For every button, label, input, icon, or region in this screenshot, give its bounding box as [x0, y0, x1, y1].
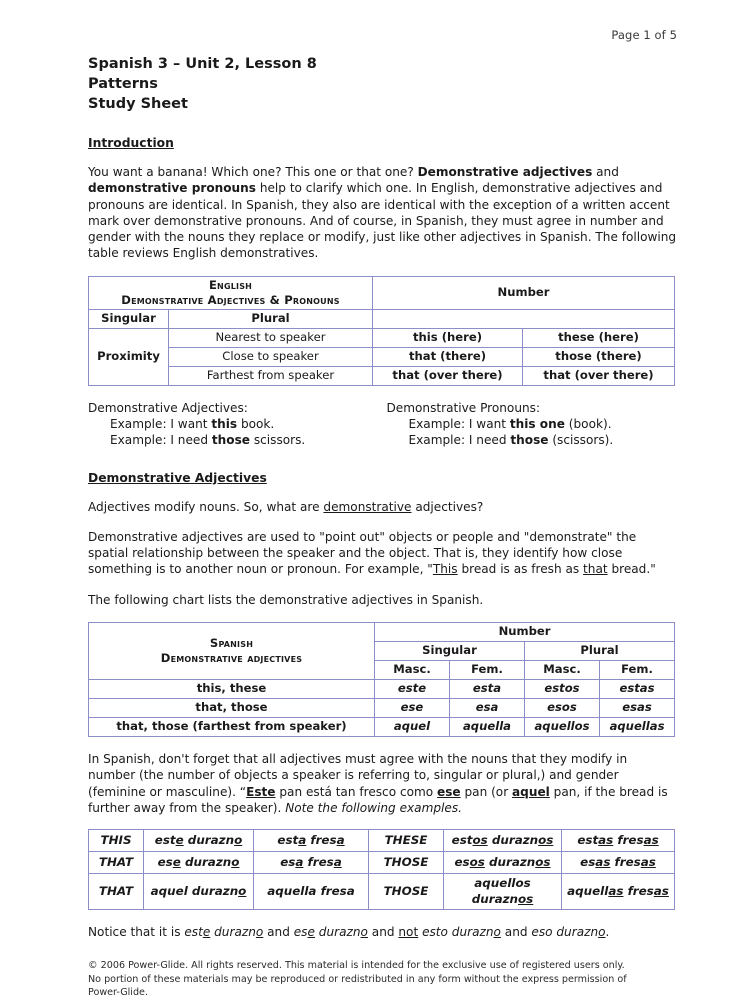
spanish-singular-header: Singular [375, 641, 525, 660]
spanish-cell-sing-fem: esa [450, 698, 525, 717]
examples-plur-fem: esas fresas [562, 852, 675, 874]
spanish-plural-masc-header: Masc. [525, 660, 600, 679]
spanish-plural-header: Plural [525, 641, 675, 660]
corner-title-line-1: Spanish [209, 635, 254, 650]
english-cell-singular: that (over there) [373, 366, 523, 385]
english-cell-plural: these (here) [523, 328, 675, 347]
spanish-cell-sing-masc: este [375, 679, 450, 698]
spanish-demonstratives-table [88, 622, 675, 737]
english-number-header: Number [373, 276, 675, 309]
spanish-cell-sing-fem: esta [450, 679, 525, 698]
example-line: Example: I need those (scissors). [408, 433, 614, 448]
english-demonstratives-table [88, 276, 675, 386]
english-plural-header: Plural [169, 309, 373, 328]
spanish-cell-sing-masc: ese [375, 698, 450, 717]
copyright-line: © 2006 Power-Glide. All rights reserved. This material is intended for the exclusive use of registered users only. [88, 959, 625, 971]
table-row [89, 830, 675, 852]
table-row [89, 309, 675, 328]
examples-plur-label: THOSE [369, 874, 444, 910]
english-cell-singular: this (here) [373, 328, 523, 347]
english-table-corner-title [89, 276, 373, 309]
spanish-table-corner-title [89, 622, 375, 679]
english-cell-plural: that (over there) [523, 366, 675, 385]
adjectives-paragraph-3: The following chart lists the demonstrative adjectives in Spanish. [88, 592, 484, 607]
english-cell-singular: that (there) [373, 347, 523, 366]
agreement-paragraph: In Spanish, don't forget that all adjectives must agree with the nouns that they modify in number (the number of objects a speaker is referring to, singular or plural,) and gender (feminine or masculine). “Este pan está tan fresco como ese pan (or aquel pan, if the bread is further away from the speaker). Note the following examples. [88, 751, 668, 815]
adjectives-paragraph-1: Adjectives modify nouns. So, what are demonstrative adjectives? [88, 499, 484, 514]
proximity-row-label: Proximity [89, 328, 169, 385]
spanish-row-label: this, these [89, 679, 375, 698]
spanish-row-label: that, those (farthest from speaker) [89, 717, 375, 736]
table-row [89, 328, 675, 347]
heading-demonstrative-adjectives: Demonstrative Adjectives [88, 470, 267, 485]
examples-plur-fem: aquellas fresas [562, 874, 675, 910]
spanish-singular-fem-header: Fem. [450, 660, 525, 679]
examples-plur-label: THESE [369, 830, 444, 852]
corner-title-line-2: Demonstrative adjectives [160, 650, 303, 665]
table-row [89, 347, 675, 366]
examples-sing-masc: aquel durazno [144, 874, 254, 910]
english-singular-header: Singular [89, 309, 169, 328]
examples-adjectives-title: Demonstrative Adjectives: [88, 400, 248, 415]
examples-sing-label: THIS [89, 830, 144, 852]
heading-introduction: Introduction [88, 136, 174, 150]
examples-sing-masc: ese durazno [144, 852, 254, 874]
spanish-cell-plur-masc: estos [525, 679, 600, 698]
examples-plur-label: THOSE [369, 852, 444, 874]
examples-block [88, 400, 677, 449]
spanish-cell-sing-masc: aquel [375, 717, 450, 736]
examples-plur-masc: esos duraznos [444, 852, 562, 874]
english-row-label: Farthest from speaker [169, 366, 373, 385]
spanish-plural-fem-header: Fem. [600, 660, 675, 679]
spanish-cell-sing-fem: aquella [450, 717, 525, 736]
english-cell-plural: those (there) [523, 347, 675, 366]
spanish-singular-masc-header: Masc. [375, 660, 450, 679]
table-row [89, 717, 675, 736]
intro-paragraph: You want a banana! Which one? This one or that one? Demonstrative adjectives and demonstrative pronouns help to clarify which one. In English, demonstrative adjectives and pronouns are identical. In Spanish, they also are identical with the exception of a written accent mark over demonstrative pronouns. And of course, in Spanish, they must agree in number and gender with the nouns they replace or modify, just like other adjectives in Spanish. The following table reviews English demonstratives. [88, 165, 677, 261]
examples-sing-fem: aquella fresa [254, 874, 369, 910]
document-title [88, 54, 677, 114]
examples-sing-masc: este durazno [144, 830, 254, 852]
examples-sing-label: THAT [89, 874, 144, 910]
spanish-cell-plur-masc: esos [525, 698, 600, 717]
page-number: Page 1 of 5 [611, 28, 677, 42]
examples-plur-masc: aquellos duraznos [444, 874, 562, 910]
spanish-cell-plur-fem: esas [600, 698, 675, 717]
spanish-row-label: that, those [89, 698, 375, 717]
title-line-2: Patterns [88, 76, 158, 92]
corner-title-line-1: English [208, 277, 253, 292]
examples-sing-fem: esa fresa [254, 852, 369, 874]
examples-pronouns-title: Demonstrative Pronouns: [386, 400, 541, 415]
table-row [89, 366, 675, 385]
copyright-notice [88, 959, 677, 1000]
example-line: Example: I want this book. [110, 417, 275, 432]
corner-title-line-2: Demonstrative Adjectives & Pronouns [121, 292, 340, 307]
examples-plur-fem: estas fresas [562, 830, 675, 852]
examples-pronouns-column [379, 400, 678, 449]
title-line-1: Spanish 3 – Unit 2, Lesson 8 [88, 56, 317, 72]
spanish-cell-plur-masc: aquellos [525, 717, 600, 736]
examples-sing-fem: esta fresa [254, 830, 369, 852]
table-row [89, 852, 675, 874]
table-row [89, 622, 675, 641]
spanish-cell-plur-fem: aquellas [600, 717, 675, 736]
english-row-label: Nearest to speaker [169, 328, 373, 347]
copyright-line: No portion of these materials may be reproduced or redistributed in any form without the express permission of [88, 973, 627, 985]
copyright-line: Power-Glide. [88, 987, 149, 999]
examples-adjectives-column [88, 400, 379, 449]
spanish-number-header: Number [375, 622, 675, 641]
table-row [89, 679, 675, 698]
title-line-3: Study Sheet [88, 96, 188, 112]
examples-plur-masc: estos duraznos [444, 830, 562, 852]
spanish-cell-plur-fem: estas [600, 679, 675, 698]
table-row [89, 874, 675, 910]
examples-sing-label: THAT [89, 852, 144, 874]
english-row-label: Close to speaker [169, 347, 373, 366]
table-row [89, 698, 675, 717]
table-row [89, 276, 675, 309]
notice-line: Notice that it is este durazno and ese durazno and not esto durazno and eso durazno. [88, 924, 610, 939]
this-that-examples-table [88, 829, 675, 910]
adjectives-paragraph-2: Demonstrative adjectives are used to "point out" objects or people and "demonstrate" the spatial relationship between the speaker and the object. That is, they identify how close something is to another noun or pronoun. For example, "This bread is as fresh as that bread." [88, 529, 656, 577]
example-line: Example: I need those scissors. [110, 433, 306, 448]
example-line: Example: I want this one (book). [408, 417, 612, 432]
